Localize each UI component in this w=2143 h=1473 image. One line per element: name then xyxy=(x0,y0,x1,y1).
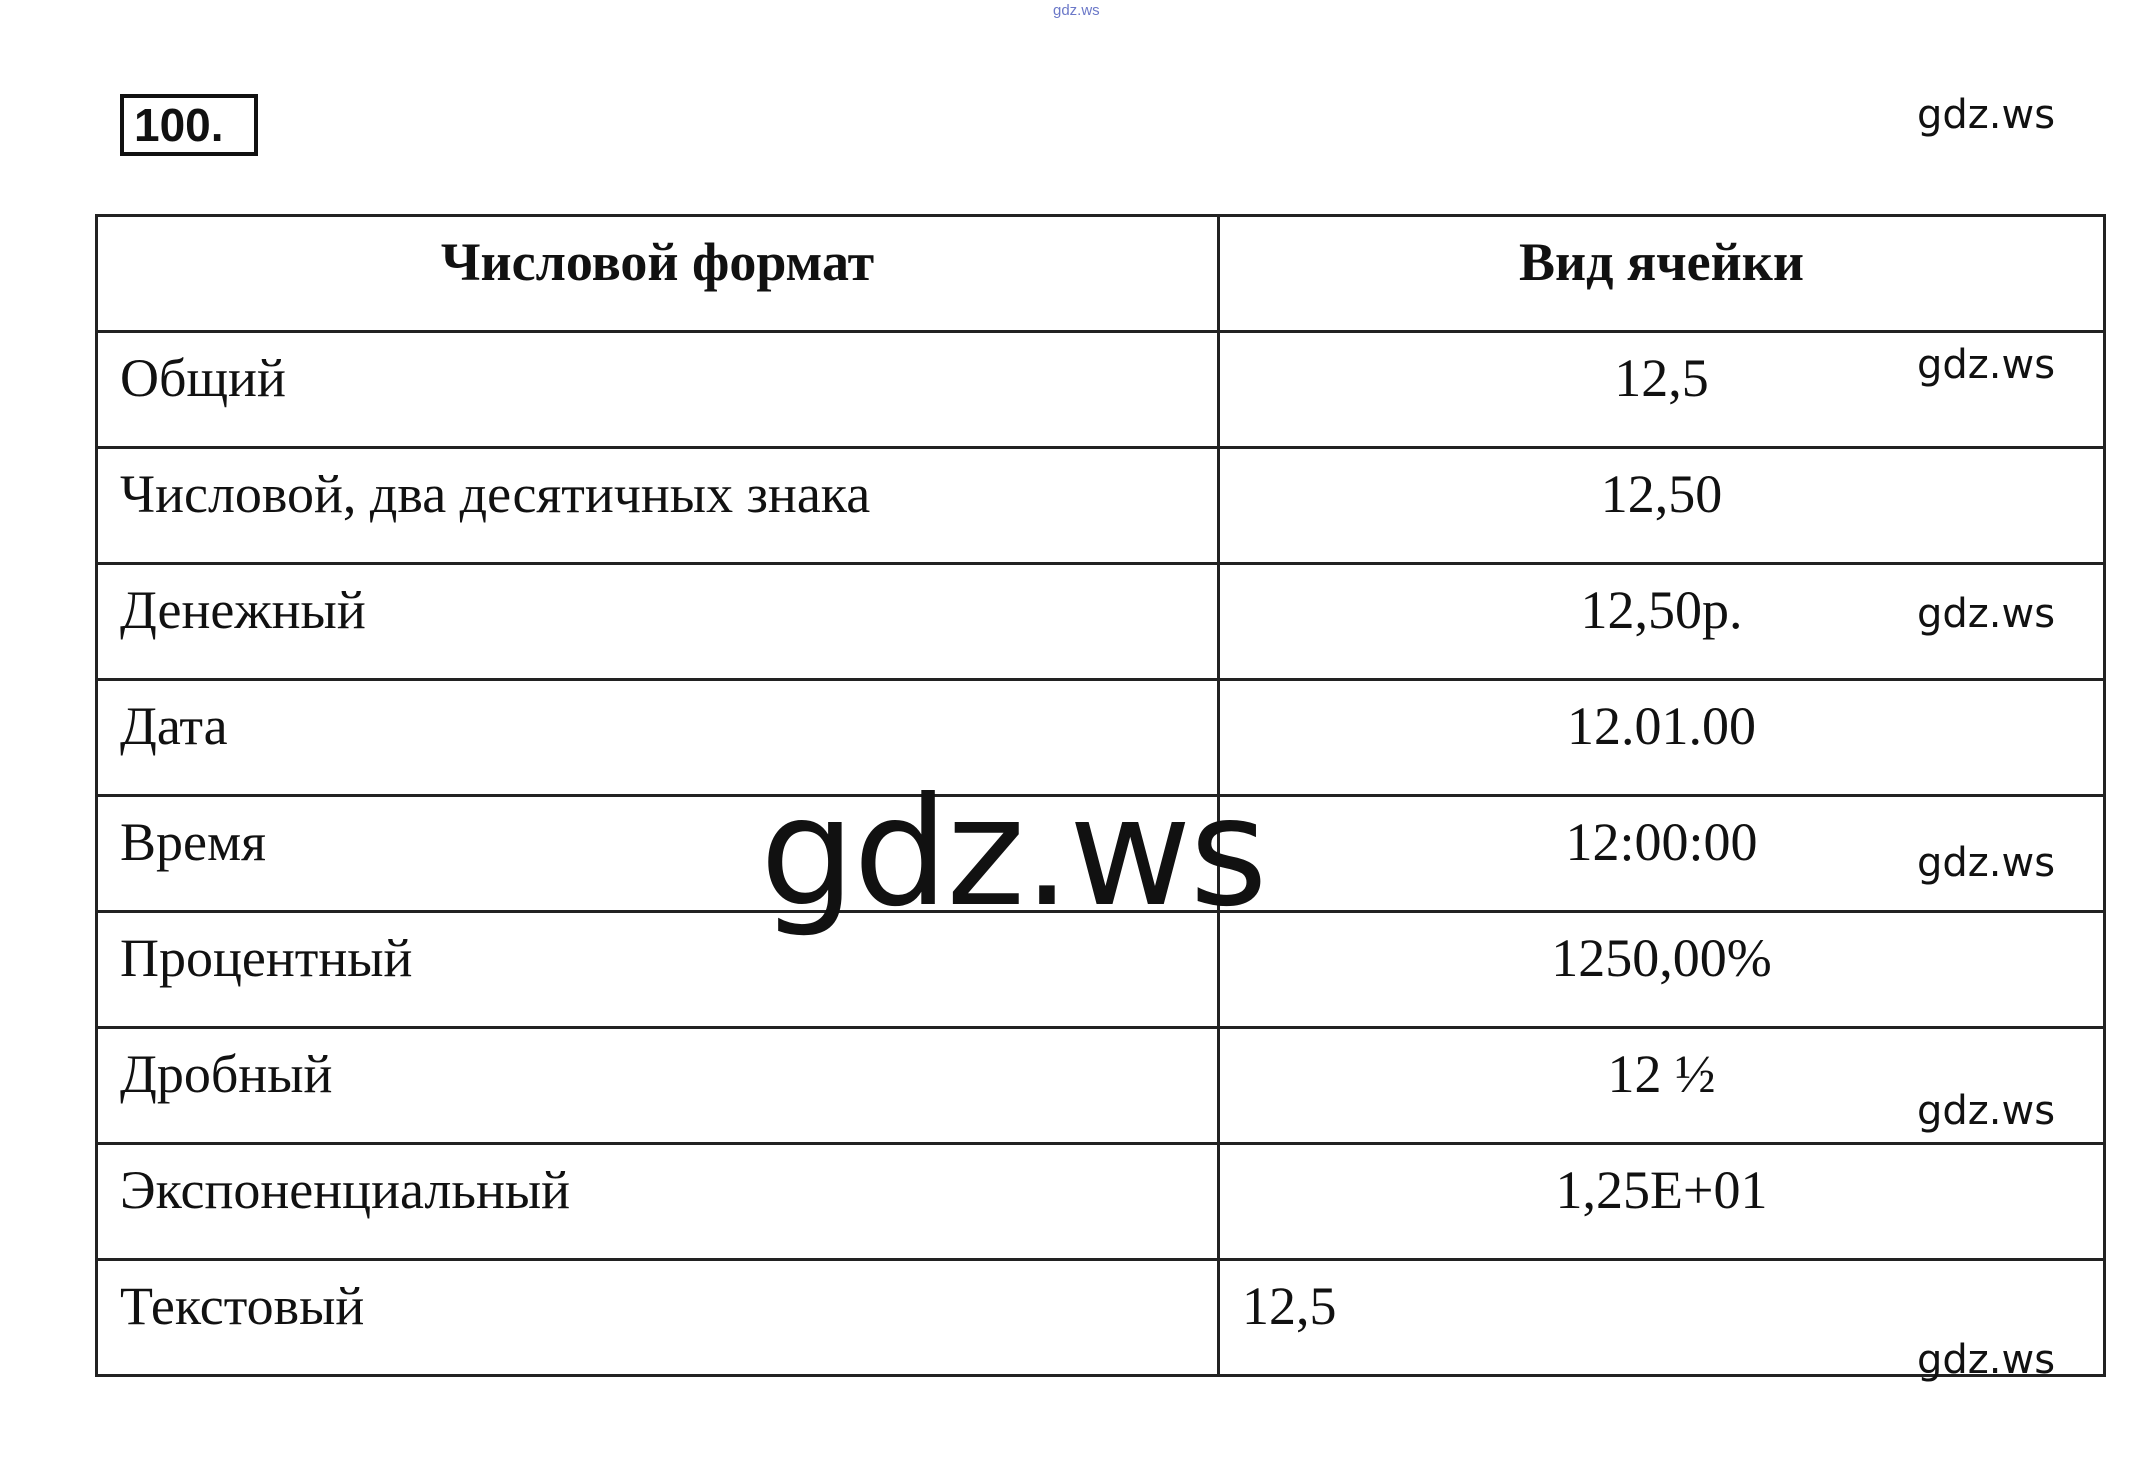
table-row xyxy=(97,1028,2105,1144)
cell-view-value: 1250,00% xyxy=(1219,912,2105,1028)
cell-view-value: 12,5 xyxy=(1219,332,2105,448)
format-name-cell: Экспоненциальный xyxy=(97,1144,1219,1260)
watermark-text: gdz.ws xyxy=(1917,92,2056,138)
header-cell-view: Вид ячейки xyxy=(1219,216,2105,332)
cell-view-value: 1,25E+01 xyxy=(1219,1144,2105,1260)
table-header-row xyxy=(97,216,2105,332)
watermark-text: gdz.ws xyxy=(1917,840,2056,886)
cell-view-value: 12,50 xyxy=(1219,448,2105,564)
header-number-format: Числовой формат xyxy=(97,216,1219,332)
watermark-text: gdz.ws xyxy=(1917,1088,2056,1134)
table-row xyxy=(97,332,2105,448)
cell-view-value: 12 ½ xyxy=(1219,1028,2105,1144)
watermark-text: gdz.ws xyxy=(1917,342,2056,388)
format-name-cell: Дата xyxy=(97,680,1219,796)
exercise-number: 100. xyxy=(120,94,258,156)
cell-view-value: 12,50р. xyxy=(1219,564,2105,680)
format-name-cell: Время xyxy=(97,796,1219,912)
watermark-large: gdz.ws xyxy=(760,766,1266,940)
format-name-cell: Общий xyxy=(97,332,1219,448)
format-name-cell: Числовой, два десятичных знака xyxy=(97,448,1219,564)
table-row xyxy=(97,1260,2105,1376)
table-row xyxy=(97,1144,2105,1260)
format-name-cell: Процентный xyxy=(97,912,1219,1028)
table-row xyxy=(97,564,2105,680)
cell-view-value: 12.01.00 xyxy=(1219,680,2105,796)
site-mark-top: gdz.ws xyxy=(1053,2,1100,19)
cell-view-value: 12,5 xyxy=(1219,1260,2105,1376)
format-name-cell: Денежный xyxy=(97,564,1219,680)
format-name-cell: Текстовый xyxy=(97,1260,1219,1376)
table-row xyxy=(97,448,2105,564)
cell-view-value: 12:00:00 xyxy=(1219,796,2105,912)
watermark-text: gdz.ws xyxy=(1917,1337,2056,1383)
watermark-text: gdz.ws xyxy=(1917,591,2056,637)
format-name-cell: Дробный xyxy=(97,1028,1219,1144)
